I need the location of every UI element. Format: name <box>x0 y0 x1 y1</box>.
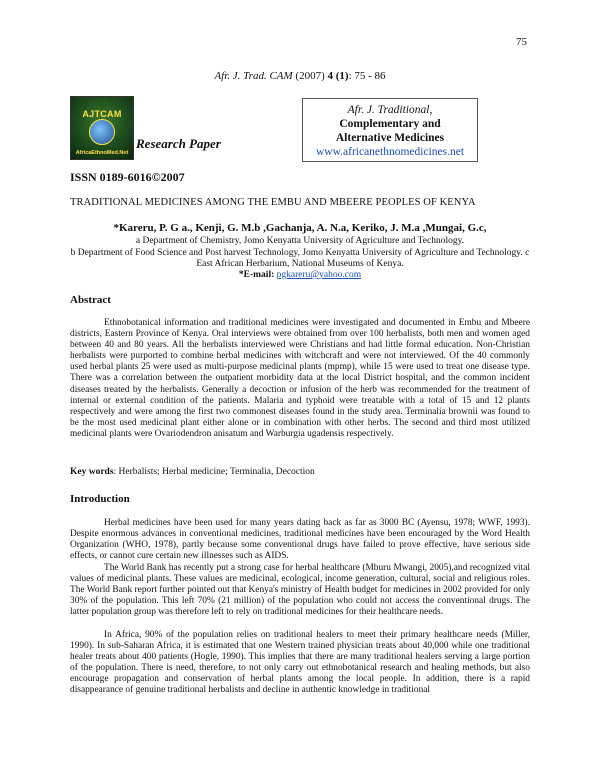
author-list: *Kareru, P. G a., Kenji, G. M.b ,Gachanja, A. N.a, Keriko, J. M.a ,Mungai, G.c, <box>113 222 487 234</box>
logo-bottom-text: AfricaEthnoMed.Net <box>75 150 129 156</box>
keywords-label: Key words <box>70 467 114 477</box>
keywords <box>70 467 315 477</box>
paper-title: TRADITIONAL MEDICINES AMONG THE EMBU AND MBEERE PEOPLES OF KENYA <box>70 197 476 208</box>
abstract-heading: Abstract <box>70 294 111 306</box>
email-label: *E-mail: <box>238 270 275 280</box>
journal-abbreviation: Afr. J. Trad. CAM <box>214 70 293 82</box>
intro-paragraph-3: In Africa, 90% of the population relies on traditional healers to meet their primary healthcare needs (Miller, 1990). In sub-Saharan Africa, it is estimated that one Western trained physician treats about 40,000 while one traditional healer treats about 400 patients (Hogle, 1990). This implies that there are many traditional healers serving a large portion of the population. There is need, therefore, to not only carry out ethnobotanical research and healing methods, but also encourage propagation and conservation of herbal plants among the local people. In addition, there is a rapid disappearance of genuine traditional herbalists and decline in authentic knowledge in traditional <box>70 630 530 696</box>
citation-year: (2007) <box>295 70 325 82</box>
journal-name-box <box>302 98 478 162</box>
intro-paragraph-2: The World Bank has recently put a strong case for herbal healthcare (Mburu Mwangi, 2005),and recognized vital values of medicinal plants. These values are medicinal, ecological, income generation, cultural, social and religious roles. The World Bank report further pointed out that Kenya's ministry of Health budget for medicines in 2002 provided for only 30% of the population. This left 70% (21 million) of the population who could not access the conventional drugs. The latter population group was therefore left to rely on traditional medicines for their healthcare needs. <box>70 563 530 618</box>
affiliation-a: a Department of Chemistry, Jomo Kenyatta University of Agriculture and Technology. <box>135 236 465 246</box>
email-link[interactable]: pgkareru@yahoo.com <box>276 270 362 280</box>
issn: ISSN 0189-6016©2007 <box>70 170 185 184</box>
citation-volume-issue: 4 (1) <box>327 70 349 82</box>
logo-top-text: AJTCAM <box>82 109 122 119</box>
journal-logo <box>70 96 134 160</box>
journal-citation <box>0 70 600 82</box>
intro-paragraph-1: Herbal medicines have been used for many years dating back as far as 3000 BC (Ayensu, 1978; WWF, 1993). Despite enormous advances in conventional medicines, traditional medicines have been encouraged by the Word Health Organization (WHO, 1978), partly because some conventional drugs have failed to prove effective, have serious side effects, or cannot cure certain new illnesses such as AIDS. <box>70 518 530 562</box>
page-number: 75 <box>516 36 527 48</box>
journal-name-line3: Alternative Medicines <box>335 132 445 144</box>
affiliation-b: b Department of Food Science and Post harvest Technology, Jomo Kenyatta University of Agriculture and Technology. c East African Herbarium, National Museums of Kenya. <box>70 248 530 269</box>
abstract-text: Ethnobotanical information and traditional medicines were investigated and documented in Embu and Mbeere districts, Eastern Province of Kenya. Oral interviews were obtained from over 100 herbalists, both men and women aged between 40 and 80 years. All the herbalists interviewed were Christians and had little formal education. Non-Christian herbalists were purported to combine herbal medicines with witchcraft and were not interviewed. Of the 40 commonly used herbal plants 25 were used as multi-purpose medicinal plants (mpmp), while 15 were used to treat one disease type. There was a correlation between the outpatient morbidity data at the local District hospital, and the common incident diseases treated by the herbalists. Generally a decoction or infusion of the herb was recommended for the treatment of internal or external condition of the patients. Malaria and typhoid were treatable with a total of 15 and 12 plants respectively and were among the first two commonest diseases found in the study area. Terminalia brownii was found to be the most used medicinal plant either alone or in combination with other herbs. The second and third most utilized medicinal plants were Ovariodendron anisatum and Warburgia ugadensis respectively. <box>70 318 530 439</box>
keywords-list: : Herbalists; Herbal medicine; Terminalia, Decoction <box>113 467 315 477</box>
journal-url-link[interactable]: www.africanethnomedicines.net <box>315 146 465 158</box>
introduction-heading: Introduction <box>70 493 130 505</box>
journal-name-line2: Complementary and <box>339 118 441 130</box>
globe-icon <box>89 119 115 145</box>
corresponding-email <box>70 270 530 281</box>
paper-type-label: Research Paper <box>136 136 221 151</box>
journal-name-line1: Afr. J. Traditional, <box>347 104 433 116</box>
citation-pages: : 75 - 86 <box>348 70 386 82</box>
